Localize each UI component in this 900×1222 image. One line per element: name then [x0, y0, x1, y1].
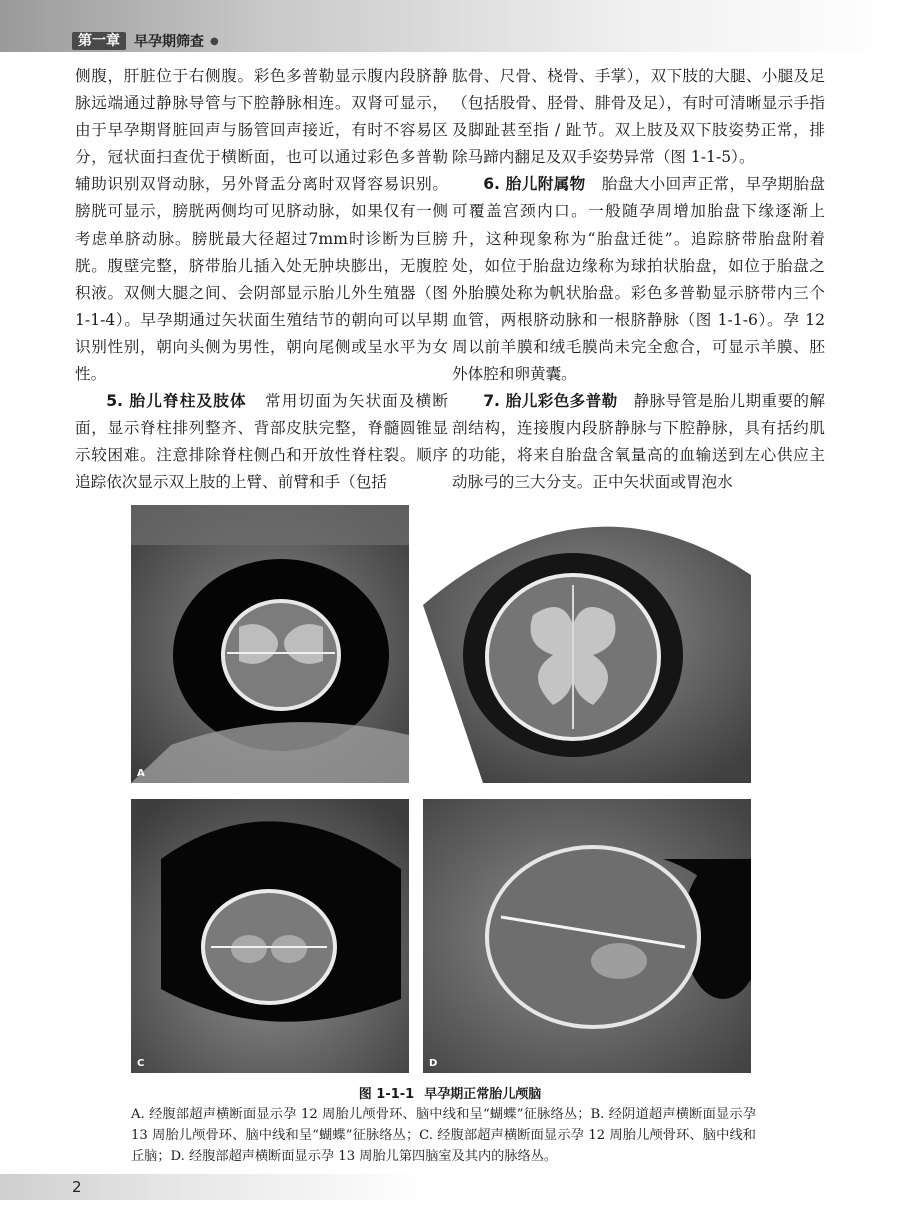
chapter-title: 早孕期筛查: [134, 34, 204, 50]
panel-label: D: [429, 1058, 438, 1069]
figure-title-text: 早孕期正常胎儿颅脑: [424, 1087, 542, 1102]
paragraph: [452, 388, 825, 496]
paragraph: [75, 388, 448, 496]
paragraph-text: 胎盘大小回声正常，早孕期胎盘可覆盖宫颈内口。一般随孕周增加胎盘下缘逐渐上升，这种现象称为“胎盘迁徙”。追踪脐带胎盘附着处，如位于胎盘边缘称为球拍状胎盘，如位于胎盘之外胎膜处称为帆状胎盘。彩色多普勒显示脐带内三个血管，两根脐动脉和一根脐静脉（图 1-1-6）。孕 12 周以前羊膜和绒毛膜尚未完全愈合，可显示羊膜、胚外体腔和卵黄囊。: [452, 175, 826, 384]
ultrasound-panel-d: [423, 799, 751, 1073]
section-heading: 7. 胎儿彩色多普勒: [483, 392, 618, 411]
figure-caption: A. 经腹部超声横断面显示孕 12 周胎儿颅骨环、脑中线和呈“蝴蝶”征脉络丛；B. 经阴道超声横断面显示孕 13 周胎儿颅骨环、脑中线和呈“蝴蝶”征脉络丛；C. 经腹部超声横断面显示孕 12 周胎儿颅骨环、脑中线和丘脑；D. 经腹部超声横断面显示孕 13 周胎儿第四脑室及其内的脉络丛。: [131, 1107, 756, 1164]
figure-title: [0, 1083, 900, 1102]
ultrasound-panel-b: [423, 505, 751, 783]
footer-band: [0, 1174, 430, 1200]
running-header: [72, 32, 219, 50]
left-column: [75, 63, 448, 497]
panel-label: A: [137, 768, 145, 779]
paragraph-text: 常用切面为矢状面及横断面，显示脊柱排列整齐、背部皮肤完整，脊髓圆锥显示较困难。注意排除脊柱侧凸和开放性脊柱裂。顺序追踪依次显示双上肢的上臂、前臂和手（包括: [75, 392, 448, 492]
paragraph: 肱骨、尺骨、桡骨、手掌），双下肢的大腿、小腿及足（包括股骨、胫骨、腓骨及足），有时可清晰显示手指及脚趾甚至指 / 趾节。双上肢及双下肢姿势正常，排除马蹄内翻足及双手姿势异常（图 1-1-5）。: [452, 67, 825, 167]
page-number: 2: [72, 1178, 82, 1196]
ultrasound-panel-c: [131, 799, 409, 1073]
paragraph: [452, 171, 825, 388]
figure-number: 图 1-1-1: [358, 1087, 415, 1102]
bullet-icon: ●: [210, 35, 219, 47]
paragraph: 侧腹，肝脏位于右侧腹。彩色多普勒显示腹内段脐静脉远端通过静脉导管与下腔静脉相连。双肾可显示，由于早孕期肾脏回声与肠管回声接近，有时不容易区分，冠状面扫查优于横断面，也可以通过彩色多普勒辅助识别双肾动脉，另外肾盂分离时双肾容易识别。膀胱可显示，膀胱两侧均可见脐动脉，如果仅有一侧考虑单脐动脉。膀胱最大径超过7mm时诊断为巨膀胱。腹壁完整，脐带胎儿插入处无肿块膨出，无腹腔积液。双侧大腿之间、会阴部显示胎儿外生殖器（图 1-1-4）。早孕期通过矢状面生殖结节的朝向可以早期识别性别，朝向头侧为男性，朝向尾侧或呈水平为女性。: [75, 67, 448, 384]
section-heading: 6. 胎儿附属物: [483, 175, 586, 194]
paragraph-text: 静脉导管是胎儿期重要的解剖结构，连接腹内段脐静脉与下腔静脉，具有括约肌的功能，将来自胎盘含氧量高的血输送到左心供应主动脉弓的三大分支。正中矢状面或胃泡水: [452, 392, 826, 492]
panel-label: B: [429, 768, 437, 779]
panel-label: C: [137, 1058, 145, 1069]
ultrasound-panel-a: [131, 505, 409, 783]
chapter-label: 第一章: [72, 32, 126, 50]
right-column: [452, 63, 825, 497]
section-heading: 5. 胎儿脊柱及肢体: [106, 392, 247, 411]
